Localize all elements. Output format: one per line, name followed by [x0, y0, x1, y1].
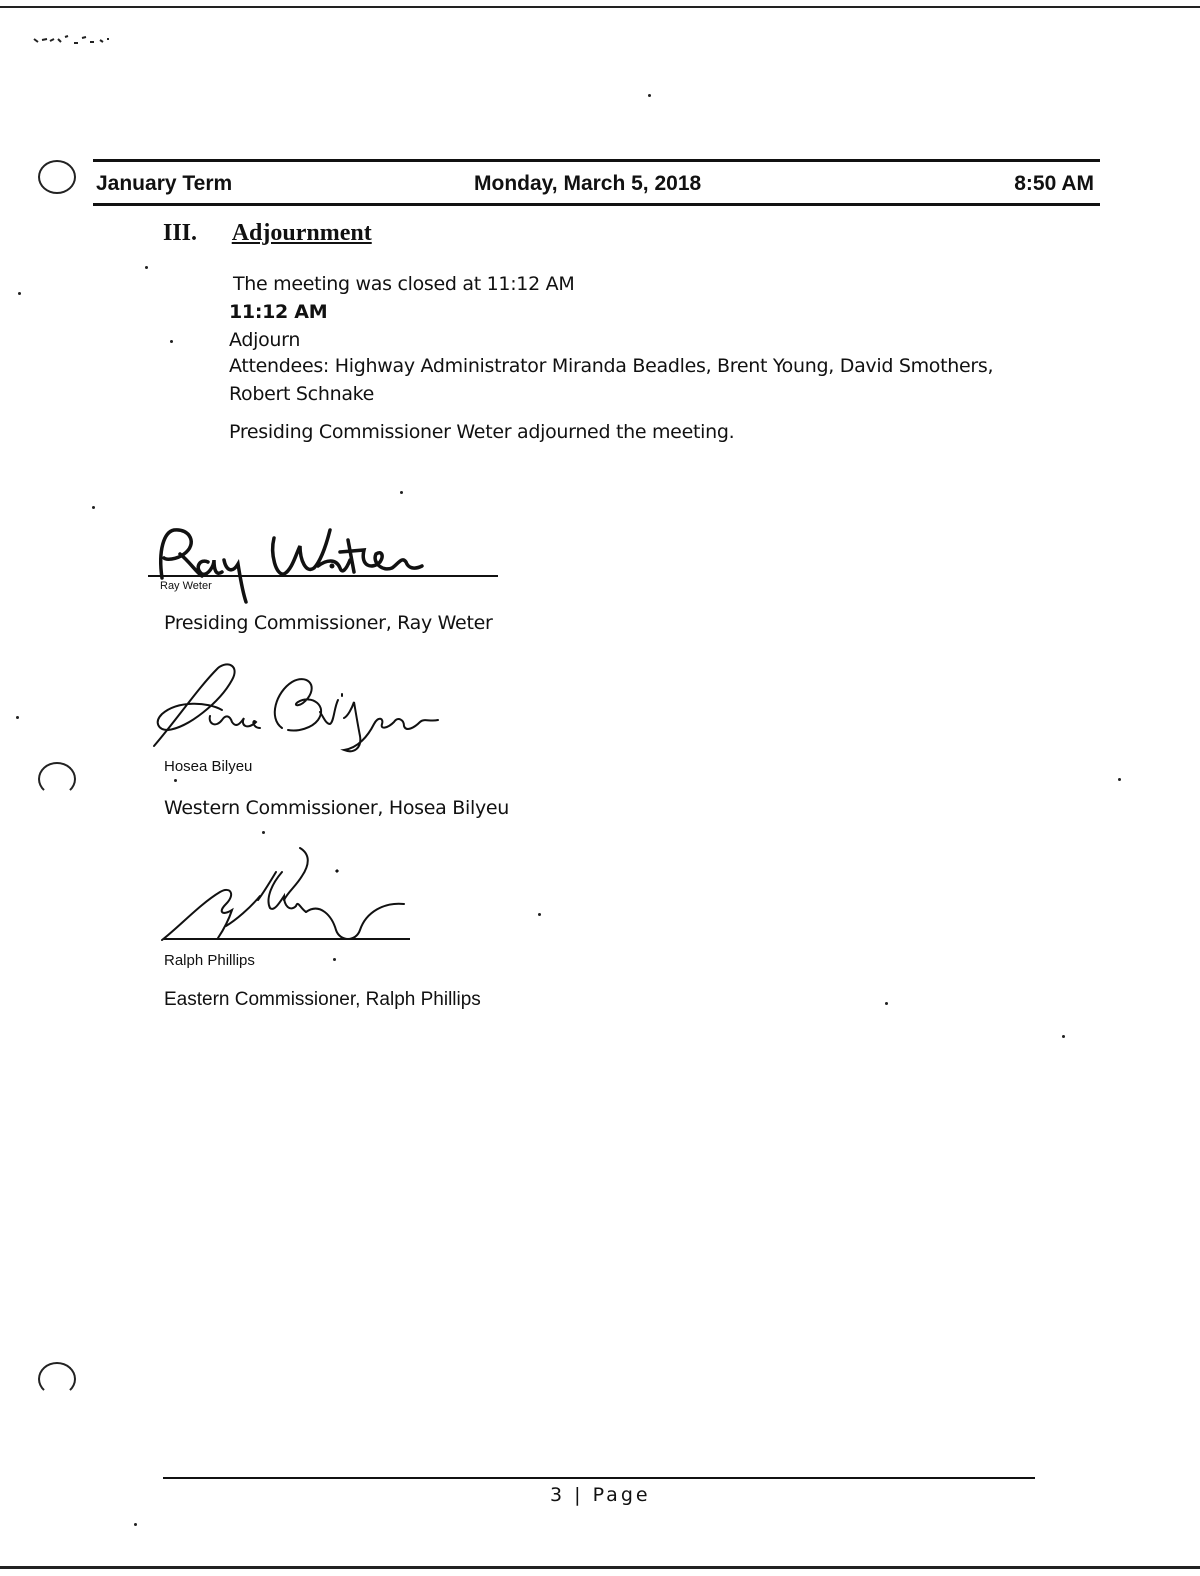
closing-statement: Presiding Commissioner Weter adjourned the meeting. [229, 421, 735, 443]
scan-speck [1118, 778, 1121, 781]
signature-line-1 [148, 575, 498, 577]
header-time: 8:50 AM [1014, 172, 1094, 195]
attendees-line-1: Attendees: Highway Administrator Miranda Beadles, Brent Young, David Smothers, [229, 355, 994, 377]
signature-hosea-bilyeu [148, 658, 448, 758]
header-date: Monday, March 5, 2018 [474, 172, 702, 195]
signature-ralph-phillips [160, 846, 420, 946]
section-title: Adjournment [231, 220, 372, 246]
header-term: January Term [96, 172, 233, 195]
scan-speck [170, 340, 173, 343]
scan-speck [262, 831, 265, 834]
header-rule-top [93, 159, 1100, 162]
page-bottom-edge [0, 1566, 1200, 1569]
scan-speck [400, 491, 403, 494]
signature-title-3: Eastern Commissioner, Ralph Phillips [164, 989, 481, 1010]
section-heading [163, 220, 372, 247]
binder-hole-bottom [38, 1362, 76, 1396]
scan-speck [145, 266, 148, 269]
signature-ray-weter [150, 510, 450, 610]
scan-speck [885, 1002, 888, 1005]
scan-speck [134, 1523, 137, 1526]
scan-speck [1062, 1035, 1065, 1038]
scan-speck [18, 292, 21, 295]
header-rule-bottom [93, 203, 1100, 206]
printed-name-3: Ralph Phillips [164, 952, 255, 969]
action-adjourn: Adjourn [229, 329, 301, 351]
attendees-line-2: Robert Schnake [229, 383, 375, 405]
binder-hole-top [38, 160, 76, 194]
scan-speck [648, 94, 651, 97]
signature-title-1: Presiding Commissioner, Ray Weter [164, 612, 493, 634]
page-top-edge [0, 6, 1200, 8]
binder-hole-middle [38, 762, 76, 796]
closing-time: 11:12 AM [229, 301, 328, 323]
scan-speck [92, 506, 95, 509]
scan-artifact-marks [30, 30, 130, 50]
signature-title-2: Western Commissioner, Hosea Bilyeu [164, 797, 510, 819]
meeting-closed-line: The meeting was closed at 11:12 AM [233, 273, 575, 295]
page-number: 3 | Page [550, 1484, 651, 1506]
scan-speck [538, 913, 541, 916]
footer-rule [163, 1477, 1035, 1479]
scan-speck [16, 716, 19, 719]
scan-speck [333, 958, 336, 961]
printed-name-2: Hosea Bilyeu [164, 758, 253, 775]
scan-speck [174, 779, 177, 782]
section-number: III. [163, 220, 198, 246]
signature-line-3 [164, 938, 410, 940]
printed-name-1: Ray Weter [160, 580, 212, 592]
